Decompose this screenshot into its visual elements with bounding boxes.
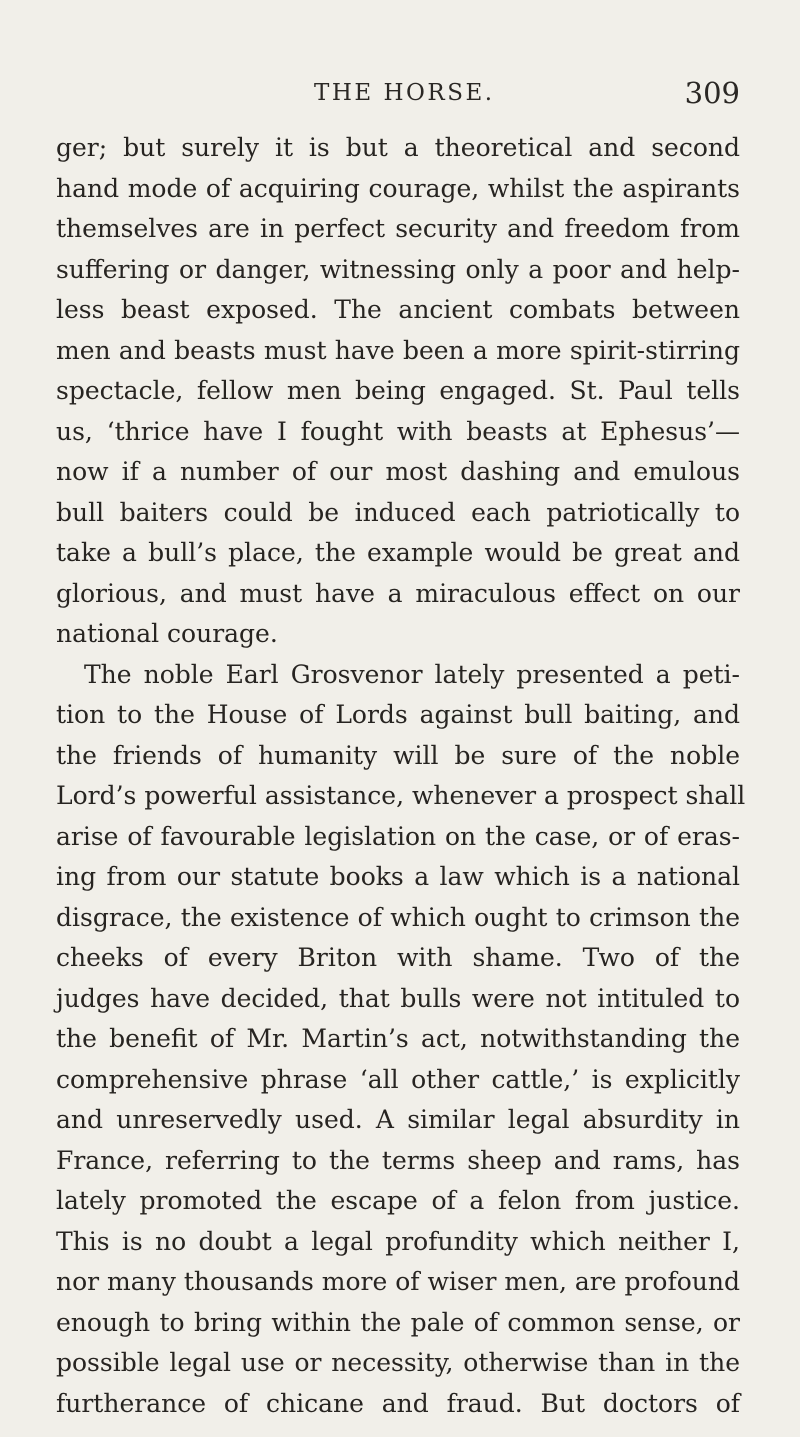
text-line: take a bull’s place, the example would be great and <box>56 538 740 567</box>
text-line: arise of favourable legislation on the case, or of eras- <box>56 821 740 851</box>
text-line: and unreservedly used. A similar legal absurdity in <box>56 1105 740 1134</box>
text-line: themselves are in perfect security and freedom from <box>56 214 740 243</box>
text-line: furtherance of chicane and fraud. But doctors of <box>56 1388 740 1418</box>
text-line: spectacle, fellow men being engaged. St. Paul tells <box>56 376 740 405</box>
text-line: France, referring to the terms sheep and rams, has <box>56 1145 740 1175</box>
text-line: national courage. <box>56 619 278 648</box>
text-line: judges have decided, that bulls were not intituled to <box>56 983 740 1013</box>
text-line: tion to the House of Lords against bull baiting, and <box>56 700 740 729</box>
text-line: hand mode of acquiring courage, whilst the aspirants <box>56 173 740 203</box>
body-text <box>56 128 746 1424</box>
text-line: possible legal use or necessity, otherwise than in the <box>56 1348 740 1377</box>
running-title: THE HORSE. <box>314 80 495 106</box>
text-line: enough to bring within the pale of common sense, or <box>56 1307 740 1337</box>
text-line: The noble Earl Grosvenor lately presented a peti- <box>84 659 740 689</box>
text-line: glorious, and must have a miraculous effect on our <box>56 578 740 608</box>
text-line: nor many thousands more of wiser men, are profound <box>56 1267 740 1296</box>
text-line: cheeks of every Briton with shame. Two of the <box>56 943 740 972</box>
text-line: disgrace, the existence of which ought to crimson the <box>56 902 740 932</box>
text-line: suffering or danger, witnessing only a poor and help- <box>56 254 740 284</box>
text-line: now if a number of our most dashing and emulous <box>56 457 740 486</box>
page-number: 309 <box>684 76 740 110</box>
text-line: the friends of humanity will be sure of the noble <box>56 740 740 770</box>
text-line: comprehensive phrase ‘all other cattle,’ is explicitly <box>56 1064 740 1094</box>
running-head <box>56 76 740 116</box>
text-line: the benefit of Mr. Martin’s act, notwithstanding the <box>56 1024 740 1053</box>
text-line: us, ‘thrice have I fought with beasts at Ephesus’— <box>56 416 740 446</box>
text-line: ger; but surely it is but a theoretical and second <box>56 133 740 162</box>
text-line: less beast exposed. The ancient combats between <box>56 295 740 324</box>
text-line: men and beasts must have been a more spirit-stirring <box>56 335 740 365</box>
text-line: ing from our statute books a law which is a national <box>56 862 740 891</box>
text-line: Lord’s powerful assistance, whenever a prospect shall <box>56 781 746 810</box>
text-line: lately promoted the escape of a felon from justice. <box>56 1186 740 1215</box>
text-line: bull baiters could be induced each patriotically to <box>56 497 740 527</box>
text-line: This is no doubt a legal profundity which neither I, <box>56 1226 740 1256</box>
